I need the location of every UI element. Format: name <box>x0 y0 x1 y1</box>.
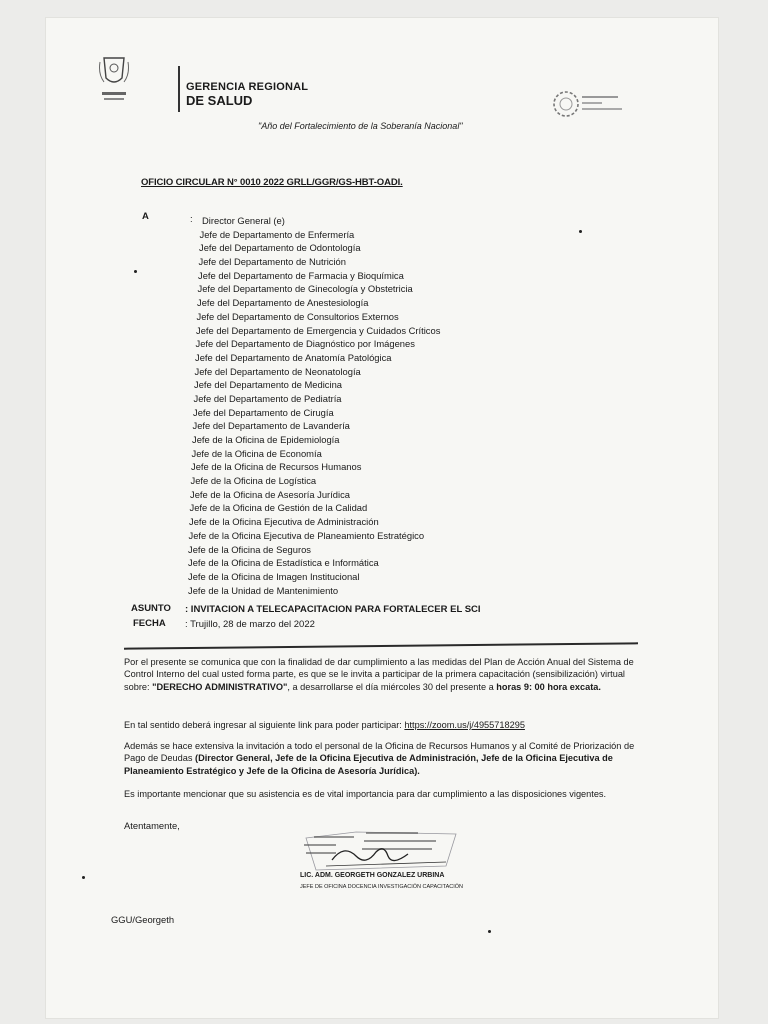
recipient-item: Jefe del Departamento de Consultorios Externos <box>196 310 399 322</box>
addressee-colon: : <box>190 214 193 225</box>
scan-speck <box>488 930 491 933</box>
recipient-item: Jefe de la Oficina de Gestión de la Calidad <box>189 502 368 514</box>
recipient-item: Jefe de la Unidad de Mantenimiento <box>188 584 339 596</box>
recipient-item: Jefe de la Oficina de Epidemiología <box>192 434 340 445</box>
invitation-text: Por el presente se comunica que con la finalidad de dar cumplimiento a las medidas del Plan de Acción Anual del Sistema de Control Interno del cual usted forma parte, es que se le invita a participar de la primera capacitación (sensibilización) virtual sobre: <box>124 657 634 692</box>
recipient-item: Jefe del Departamento de Pediatría <box>193 392 342 404</box>
recipient-item: Jefe de Departamento de Enfermería <box>199 228 355 240</box>
recipient-item: Jefe del Departamento de Cirugía <box>193 406 334 418</box>
scan-speck <box>82 876 85 879</box>
signatory-title: JEFE DE OFICINA DOCENCIA INVESTIGACIÓN CAPACITACIÓN <box>300 884 463 890</box>
signatory-name: LIC. ADM. GEORGETH GONZALEZ URBINA <box>300 872 445 879</box>
date-label: FECHA <box>133 618 166 629</box>
zoom-link[interactable]: https://zoom.us/j/4955718295 <box>404 720 525 730</box>
recipient-item: Jefe de la Oficina de Asesoría Jurídica <box>190 488 350 500</box>
importance-paragraph: Es importante mencionar que su asistencia es de vital importancia para dar cumplimiento a las disposiciones vigentes. <box>124 789 607 799</box>
recipient-item: Jefe del Departamento de Nutrición <box>198 256 346 268</box>
recipient-item: Jefe de la Oficina de Imagen Institucional <box>188 570 360 582</box>
recipient-item: Jefe de la Oficina de Economía <box>191 447 322 459</box>
scan-speck <box>134 270 137 273</box>
addressee-label: A <box>142 211 149 222</box>
recipient-item: Jefe del Departamento de Emergencia y Cuidados Críticos <box>196 324 441 336</box>
regional-coat-of-arms-icon <box>96 52 132 110</box>
scan-speck <box>579 230 582 233</box>
recipient-item: Jefe de la Oficina Ejecutiva de Administración <box>189 516 379 528</box>
institution-line1: GERENCIA REGIONAL <box>186 81 309 93</box>
extension-text: Además se hace extensiva la invitación a todo el personal de la Oficina de Recursos Humanos y al Comité de Priorización de Pago de Deudas <box>124 741 635 764</box>
link-intro-text: En tal sentido deberá ingresar al siguiente link para poder participar: <box>124 720 405 730</box>
committee-members: (Director General, Jefe de la Oficina Ejecutiva de Administración, Jefe de la Oficina Ejecutiva de Planeamiento Estratégico y Jefe de la Oficina de Asesoría Jurídica). <box>124 753 613 776</box>
recipient-item: Jefe del Departamento de Diagnóstico por Imágenes <box>195 338 415 350</box>
recipient-item: Jefe de la Oficina de Estadística e Informática <box>188 557 379 569</box>
reference-initials: GGU/Georgeth <box>111 914 175 925</box>
subject-label: ASUNTO <box>131 603 171 614</box>
bicentennial-logo-icon <box>550 88 632 122</box>
header-divider <box>178 66 180 112</box>
subject-value: : INVITACION A TELECAPACITACION PARA FORTALECER EL SCI <box>185 604 481 615</box>
recipient-item: Director General (e) <box>202 215 285 226</box>
date-value: : Trujillo, 28 de marzo del 2022 <box>185 619 315 630</box>
recipient-item: Jefe de la Oficina Ejecutiva de Planeamiento Estratégico <box>188 529 425 541</box>
recipient-item: Jefe del Departamento de Anestesiología <box>197 297 369 309</box>
recipient-item: Jefe de la Oficina de Recursos Humanos <box>191 461 362 473</box>
invitation-paragraph <box>124 656 636 693</box>
recipient-item: Jefe del Departamento de Lavandería <box>192 420 350 432</box>
recipient-item: Jefe de la Oficina de Logística <box>190 475 317 487</box>
recipient-item: Jefe del Departamento de Farmacia y Bioquímica <box>198 269 404 281</box>
invitation-date-text: , a desarrollarse el día miércoles 30 del presente a <box>287 681 497 692</box>
training-time: horas 9: 00 hora excata. <box>496 681 601 692</box>
training-topic: "DERECHO ADMINISTRATIVO" <box>152 681 288 692</box>
recipient-item: Jefe del Departamento de Ginecología y Obstetricia <box>197 283 413 295</box>
recipient-item: Jefe de la Oficina de Seguros <box>188 543 311 555</box>
closing-salutation: Atentamente, <box>124 820 180 831</box>
institution-line2: DE SALUD <box>186 93 253 108</box>
recipient-list <box>188 214 440 597</box>
extension-paragraph <box>124 740 636 777</box>
recipient-item: Jefe del Departamento de Anatomía Patológica <box>195 351 392 363</box>
official-seal-stamp <box>296 826 466 906</box>
year-motto: "Año del Fortalecimiento de la Soberanía Nacional" <box>258 121 463 131</box>
recipient-item: Jefe del Departamento de Neonatología <box>194 365 361 377</box>
institution-name <box>186 80 308 108</box>
recipient-item: Jefe del Departamento de Odontología <box>199 242 361 254</box>
recipient-item: Jefe del Departamento de Medicina <box>194 379 343 391</box>
link-paragraph <box>124 719 636 731</box>
circular-reference-number: OFICIO CIRCULAR N° 0010 2022 GRLL/GGR/GS-HBT-OADI. <box>141 177 403 188</box>
